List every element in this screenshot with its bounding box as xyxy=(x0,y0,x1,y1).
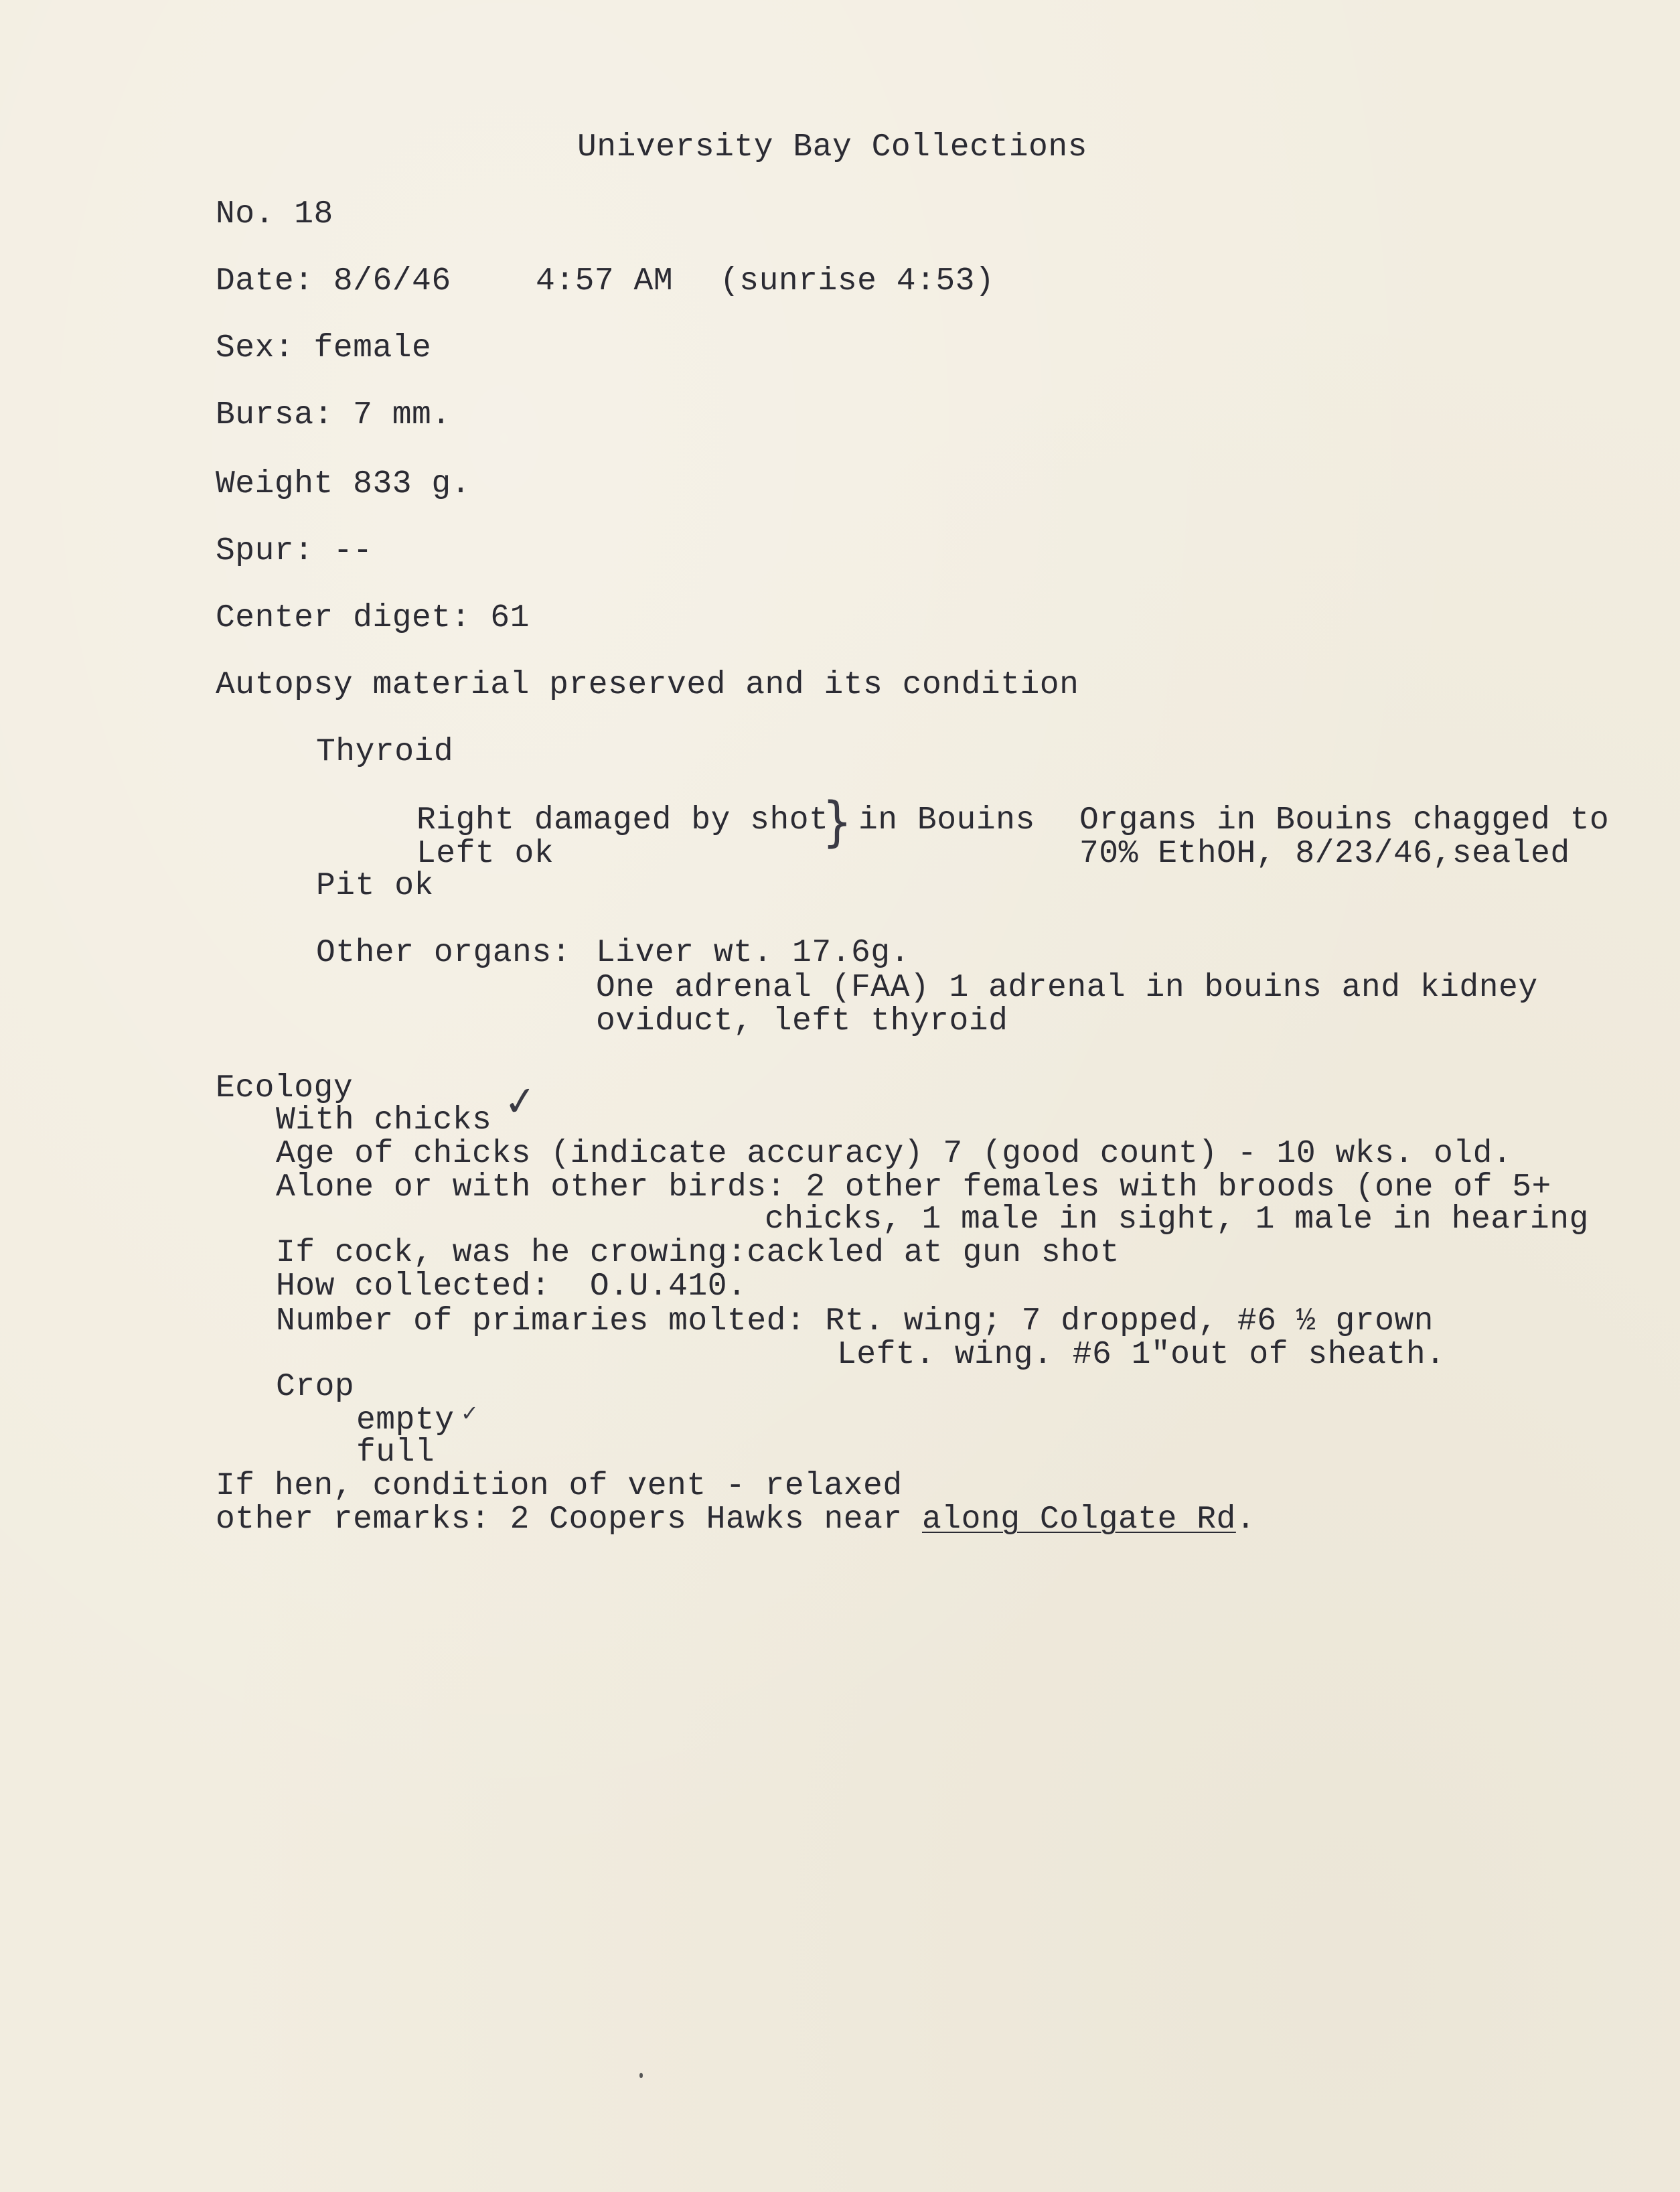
remarks-prefix: other remarks: 2 Coopers Hawks xyxy=(216,1502,824,1538)
thyroid-left: Left ok xyxy=(416,836,554,872)
pit-status: Pit ok xyxy=(316,868,434,904)
crop-full: full xyxy=(356,1435,435,1471)
thyroid-right: Right damaged by shot xyxy=(416,802,829,838)
brace-mark: } xyxy=(822,790,852,854)
how-collected: How collected: O.U.410. xyxy=(276,1268,747,1305)
other-organs-line2: One adrenal (FAA) 1 adrenal in bouins and kidney xyxy=(596,970,1538,1006)
other-remarks xyxy=(216,1503,1255,1536)
remarks-end: . xyxy=(1235,1502,1256,1538)
other-organs-label: Other organs: xyxy=(316,935,571,971)
hen-vent-condition: If hen, condition of vent - relaxed xyxy=(216,1468,903,1504)
remarks-struck: near xyxy=(824,1502,903,1538)
record-bursa: Bursa: 7 mm. xyxy=(216,397,451,433)
record-sex: Sex: female xyxy=(216,330,432,366)
crop-empty: empty xyxy=(356,1402,455,1439)
record-number: No. 18 xyxy=(216,196,333,232)
ecology-label: Ecology xyxy=(216,1070,354,1106)
autopsy-heading: Autopsy material preserved and its condition xyxy=(216,667,1079,703)
primaries-molted-left: Left. wing. #6 1"out of sheath. xyxy=(837,1337,1446,1373)
thyroid-note-line2: 70% EthOH, 8/23/46,sealed xyxy=(1079,836,1570,872)
thyroid-note-line1: Organs in Bouins chagged to xyxy=(1079,802,1610,838)
other-organs-line1: Liver wt. 17.6g. xyxy=(596,935,910,971)
record-spur: Spur: -- xyxy=(216,533,373,569)
record-time: 4:57 AM xyxy=(536,263,674,299)
remarks-underlined: along Colgate Rd xyxy=(921,1502,1236,1538)
with-chicks: With chicks xyxy=(276,1102,492,1139)
other-organs-line3: oviduct, left thyroid xyxy=(596,1003,1008,1039)
crop-check-mark-icon: ✓ xyxy=(461,1400,479,1426)
record-weight: Weight 833 g. xyxy=(216,466,471,502)
thyroid-label: Thyroid xyxy=(316,734,454,770)
alone-or-with-birds-cont: chicks, 1 male in sight, 1 male in hearing xyxy=(765,1201,1589,1238)
check-mark-icon: ✓ xyxy=(501,1076,540,1127)
record-sunrise: (sunrise 4:53) xyxy=(720,263,995,299)
page-title: University Bay Collections xyxy=(577,129,1087,165)
cock-crowing: If cock, was he crowing:cackled at gun shot xyxy=(276,1235,1120,1271)
record-center-digit: Center diget: 61 xyxy=(216,600,530,636)
alone-or-with-birds: Alone or with other birds: 2 other females with broods (one of 5+ xyxy=(276,1169,1551,1205)
record-date: Date: 8/6/46 xyxy=(216,263,451,299)
paper-speck xyxy=(639,2073,643,2078)
primaries-molted: Number of primaries molted: Rt. wing; 7 dropped, #6 ½ grown xyxy=(276,1303,1434,1339)
crop-label: Crop xyxy=(276,1369,355,1405)
thyroid-in-bouins: in Bouins xyxy=(858,802,1035,838)
age-of-chicks: Age of chicks (indicate accuracy) 7 (good count) - 10 wks. old. xyxy=(276,1136,1513,1172)
